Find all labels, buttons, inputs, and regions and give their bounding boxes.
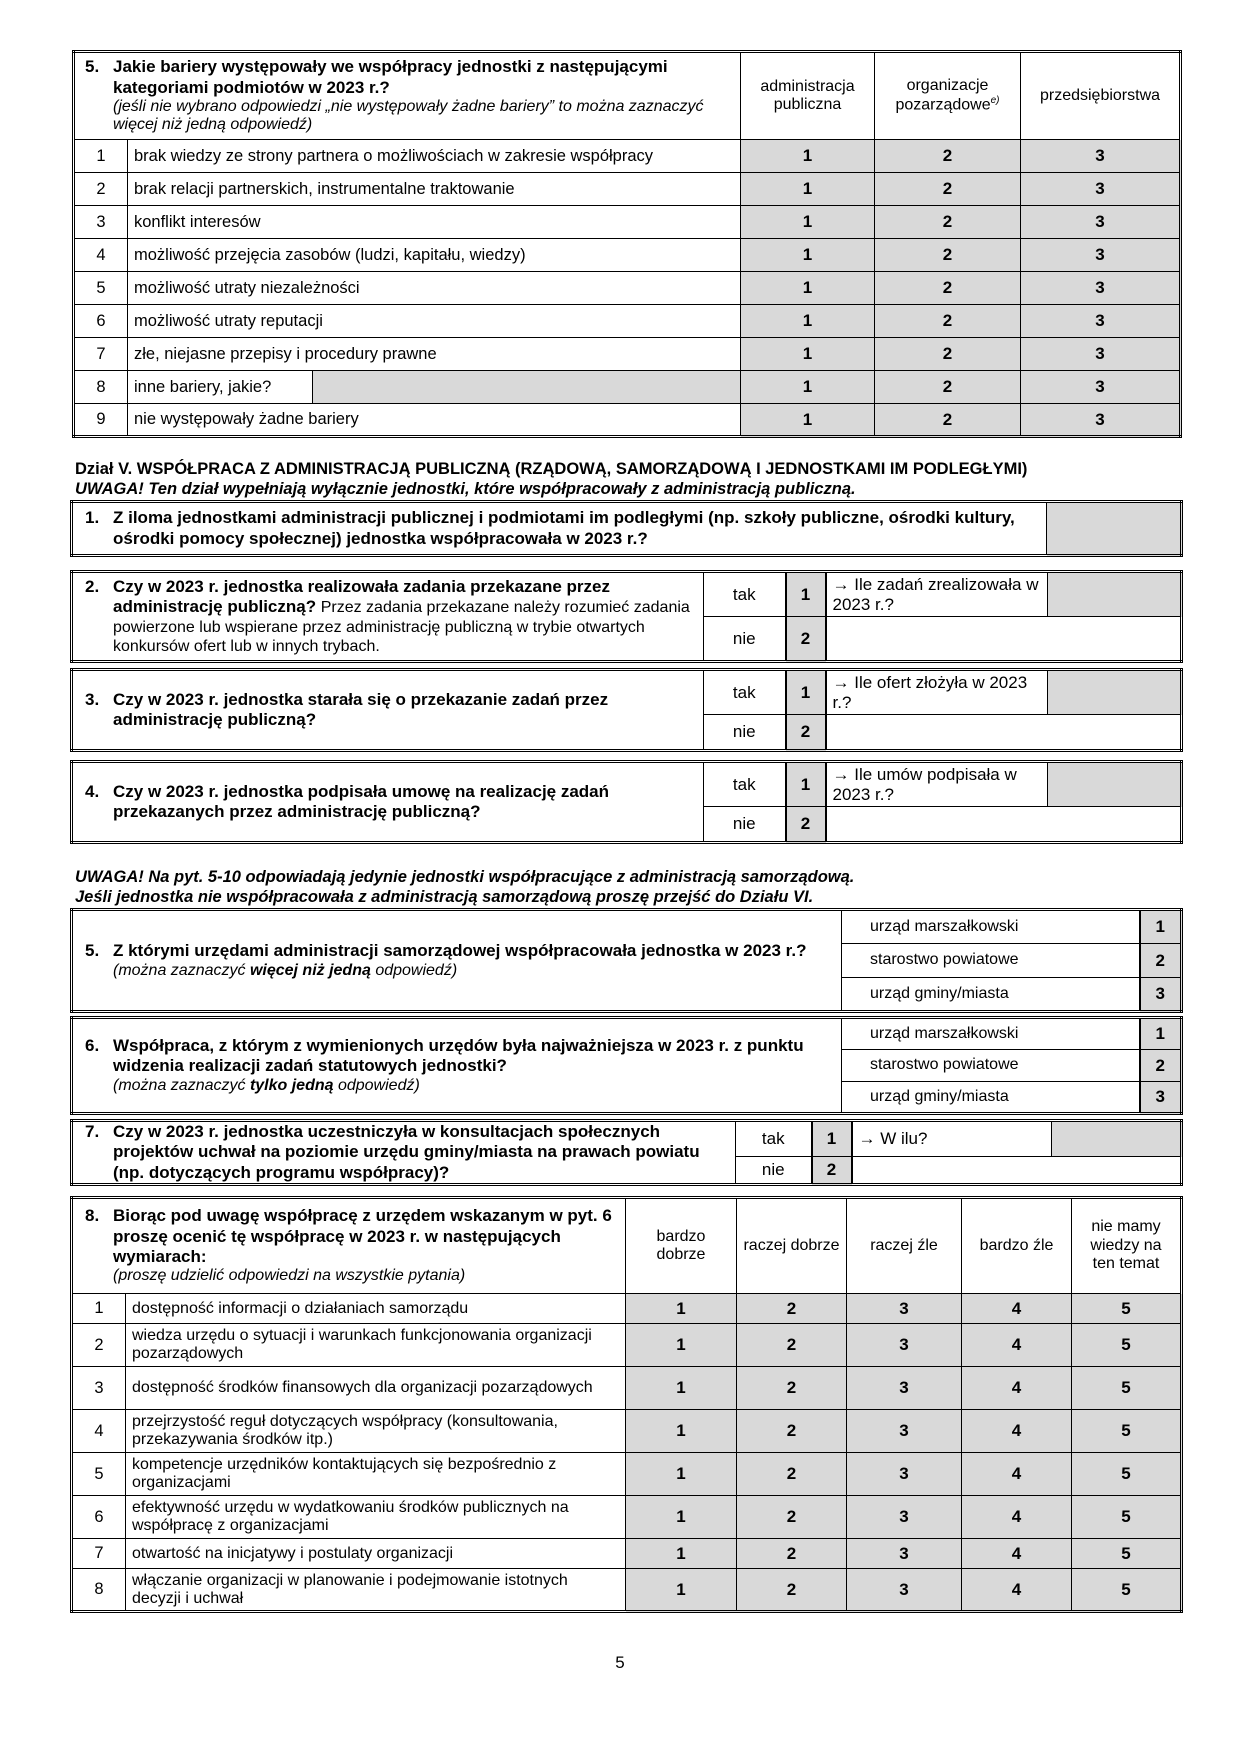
table-row bbox=[74, 173, 1181, 206]
q7-followup: → W ilu? bbox=[852, 1121, 1052, 1157]
table-row bbox=[74, 305, 1181, 338]
answer-code[interactable]: 3 bbox=[1021, 206, 1181, 239]
q7-table bbox=[70, 1119, 1183, 1186]
rating-code[interactable]: 5 bbox=[1072, 1324, 1182, 1367]
row-label: brak relacji partnerskich, instrumentalne traktowanie bbox=[128, 173, 741, 206]
q6-question: 6. Współpraca, z którym z wymienionych urzędów była najważniejsza w 2023 r. z punktu widzenia realizacji zadań statutowych jednostki? (można zaznaczyć tylko jedną odpowiedź) bbox=[72, 1018, 842, 1114]
page-number: 5 bbox=[615, 1653, 625, 1672]
rating-code[interactable]: 5 bbox=[1072, 1569, 1182, 1612]
section-title: Dział V. WSPÓŁPRACA Z ADMINISTRACJĄ PUBLICZNĄ (RZĄDOWĄ, SAMORZĄDOWĄ I JEDNOSTKAMI IM PODLEGŁYMI) bbox=[75, 460, 1028, 478]
q3-no-code[interactable]: 2 bbox=[786, 715, 826, 751]
q7-no-code[interactable]: 2 bbox=[812, 1157, 852, 1185]
table-row bbox=[72, 1496, 1182, 1539]
rating-code[interactable]: 4 bbox=[962, 1324, 1072, 1367]
col-header-ngo: organizacje pozarządowe$^{e)}$ bbox=[875, 52, 1021, 140]
row-label: wiedza urzędu o sytuacji i warunkach funkcjonowania organizacji pozarządowych bbox=[126, 1324, 626, 1367]
rating-code[interactable]: 3 bbox=[847, 1496, 962, 1539]
row-number: 7 bbox=[72, 1539, 126, 1569]
row-number: 9 bbox=[74, 404, 128, 437]
answer-code[interactable]: 2 bbox=[875, 140, 1021, 173]
answer-code[interactable]: 2 bbox=[875, 206, 1021, 239]
row-number: 8 bbox=[72, 1569, 126, 1612]
rating-code[interactable]: 5 bbox=[1072, 1453, 1182, 1496]
rating-code[interactable]: 4 bbox=[962, 1410, 1072, 1453]
row-label: otwartość na inicjatywy i postulaty organizacji bbox=[126, 1539, 626, 1569]
q7-followup-box[interactable] bbox=[1052, 1121, 1182, 1157]
answer-code[interactable]: 1 bbox=[741, 371, 875, 404]
table-row bbox=[72, 1294, 1182, 1324]
q2-followup-box[interactable] bbox=[1048, 572, 1182, 617]
answer-code[interactable]: 1 bbox=[741, 239, 875, 272]
table-row bbox=[74, 206, 1181, 239]
row-number: 1 bbox=[72, 1294, 126, 1324]
q6-table bbox=[70, 1016, 1183, 1115]
q2-no-code[interactable]: 2 bbox=[786, 617, 826, 662]
q8-col-rather-good: raczej dobrze bbox=[737, 1198, 847, 1294]
answer-code[interactable]: 3 bbox=[1021, 239, 1181, 272]
q4-question: 4. Czy w 2023 r. jednostka podpisała umowę na realizację zadań przekazanych przez administrację publiczną? bbox=[72, 762, 704, 843]
q2-yes-label: tak bbox=[704, 572, 786, 617]
table-row bbox=[74, 272, 1181, 305]
answer-code[interactable]: 3 bbox=[1021, 371, 1181, 404]
answer-code[interactable]: 3 bbox=[1021, 404, 1181, 437]
rating-code[interactable]: 4 bbox=[962, 1569, 1072, 1612]
q7-no-label: nie bbox=[736, 1157, 812, 1185]
q7-question: 7. Czy w 2023 r. jednostka uczestniczyła w konsultacjach społecznych projektów uchwał na poziomie urzędu gminy/miasta na prawach powiatu (np. dotyczących programu współpracy)? bbox=[72, 1121, 736, 1185]
rating-code[interactable]: 2 bbox=[737, 1569, 847, 1612]
barriers-note: (jeśli nie wybrano odpowiedzi „nie występowały żadne bariery” to można zaznaczyć więcej niż jedną odpowiedź) bbox=[113, 98, 704, 134]
q4-table bbox=[70, 760, 1183, 844]
row-label: nie występowały żadne bariery bbox=[128, 404, 741, 437]
row-number: 3 bbox=[72, 1367, 126, 1410]
table-row bbox=[74, 140, 1181, 173]
row-label: możliwość przejęcia zasobów (ludzi, kapitału, wiedzy) bbox=[128, 239, 741, 272]
q3-question: 3. Czy w 2023 r. jednostka starała się o przekazanie zadań przez administrację publiczną? bbox=[72, 670, 704, 751]
row-number: 2 bbox=[72, 1324, 126, 1367]
table-row bbox=[74, 239, 1181, 272]
answer-code[interactable]: 2 bbox=[875, 371, 1021, 404]
row-label: złe, niejasne przepisy i procedury prawne bbox=[128, 338, 741, 371]
q8-question: 8. Biorąc pod uwagę współpracę z urzędem wskazanym w pyt. 6 proszę ocenić tę współpracę w 2023 r. w następujących wymiarach: (proszę udzielić odpowiedzi na wszystkie pytania) bbox=[72, 1198, 626, 1294]
q3-table bbox=[70, 668, 1183, 752]
rating-code[interactable]: 1 bbox=[626, 1324, 737, 1367]
rating-code[interactable]: 1 bbox=[626, 1410, 737, 1453]
row-label: konflikt interesów bbox=[128, 206, 741, 239]
row-label: efektywność urzędu w wydatkowaniu środków publicznych na współpracę z organizacjami bbox=[126, 1496, 626, 1539]
answer-code[interactable]: 1 bbox=[741, 140, 875, 173]
q6-option-2-code[interactable]: 2 bbox=[1140, 1050, 1182, 1082]
answer-code[interactable]: 3 bbox=[1021, 338, 1181, 371]
rating-code[interactable]: 2 bbox=[737, 1453, 847, 1496]
answer-code[interactable]: 2 bbox=[875, 173, 1021, 206]
row-label: kompetencje urzędników kontaktujących się bezpośrednio z organizacjami bbox=[126, 1453, 626, 1496]
rating-code[interactable]: 3 bbox=[847, 1324, 962, 1367]
q7-yes-code[interactable]: 1 bbox=[812, 1121, 852, 1157]
row-number: 5 bbox=[72, 1453, 126, 1496]
row-number: 6 bbox=[74, 305, 128, 338]
rating-code[interactable]: 5 bbox=[1072, 1294, 1182, 1324]
section-note: UWAGA! Ten dział wypełniają wyłącznie jednostki, które współpracowały z administracją publiczną. bbox=[75, 480, 856, 498]
row-number: 4 bbox=[72, 1410, 126, 1453]
q1-table bbox=[70, 500, 1183, 557]
q5-question: 5. Z którymi urzędami administracji samorządowej współpracowała jednostka w 2023 r.? (można zaznaczyć więcej niż jedną odpowiedź) bbox=[72, 910, 842, 1012]
table-row bbox=[72, 1539, 1182, 1569]
rating-code[interactable]: 1 bbox=[626, 1453, 737, 1496]
table-row bbox=[74, 371, 1181, 404]
answer-code[interactable]: 2 bbox=[875, 272, 1021, 305]
q3-no-label: nie bbox=[704, 715, 786, 751]
q8-col-rather-bad: raczej źle bbox=[847, 1198, 962, 1294]
answer-code[interactable]: 1 bbox=[741, 272, 875, 305]
rating-code[interactable]: 4 bbox=[962, 1453, 1072, 1496]
table-row bbox=[72, 1367, 1182, 1410]
q2-followup: → Ile zadań zrealizowała w 2023 r.? bbox=[826, 572, 1048, 617]
q5-table bbox=[70, 908, 1183, 1013]
row-number: 1 bbox=[74, 140, 128, 173]
q3-yes-code[interactable]: 1 bbox=[786, 670, 826, 715]
row-number: 2 bbox=[74, 173, 128, 206]
rating-code[interactable]: 2 bbox=[737, 1496, 847, 1539]
q6-option-2: starostwo powiatowe bbox=[842, 1050, 1140, 1082]
q5-option-2-code[interactable]: 2 bbox=[1140, 944, 1182, 978]
rating-code[interactable]: 2 bbox=[737, 1410, 847, 1453]
q1-question: 1. Z iloma jednostkami administracji publicznej i podmiotami im podległymi (np. szkoły publiczne, ośrodki kultury, ośrodki pomocy społecznej) jednostka współpracowała w 2023 r.? bbox=[72, 502, 1047, 556]
row-number: 3 bbox=[74, 206, 128, 239]
q1-answer-box[interactable] bbox=[1047, 502, 1182, 556]
col-header-business: przedsiębiorstwa bbox=[1021, 52, 1181, 140]
barriers-table bbox=[72, 50, 1182, 438]
table-row bbox=[72, 1324, 1182, 1367]
answer-code[interactable]: 3 bbox=[1021, 272, 1181, 305]
row-number: 4 bbox=[74, 239, 128, 272]
q5-option-3: urząd gminy/miasta bbox=[842, 978, 1140, 1012]
q6-option-1-code[interactable]: 1 bbox=[1140, 1018, 1182, 1050]
q6-option-1: urząd marszałkowski bbox=[842, 1018, 1140, 1050]
local-gov-note-2: Jeśli jednostka nie współpracowała z administracją samorządową proszę przejść do Działu VI. bbox=[75, 888, 814, 906]
rating-code[interactable]: 3 bbox=[847, 1367, 962, 1410]
row-label: dostępność informacji o działaniach samorządu bbox=[126, 1294, 626, 1324]
q4-no-code[interactable]: 2 bbox=[786, 807, 826, 843]
table-row bbox=[72, 1569, 1182, 1612]
q8-col-no-knowledge: nie mamy wiedzy na ten temat bbox=[1072, 1198, 1182, 1294]
rating-code[interactable]: 2 bbox=[737, 1324, 847, 1367]
q2-question: 2. Czy w 2023 r. jednostka realizowała zadania przekazane przez administrację publiczną? Przez zadania przekazane należy rozumieć zadania powierzone lub wspierane przez administrację publiczną w trybie otwartych konkursów ofert lub w innych trybach. bbox=[72, 572, 704, 662]
barriers-question: 5. Jakie bariery występowały we współpracy jednostki z następującymi kategoriami podmiotów w 2023 r.? (jeśli nie wybrano odpowiedzi „nie występowały żadne bariery” to można zaznaczyć więcej niż jedną odpowiedź) bbox=[74, 52, 741, 140]
q5-option-2: starostwo powiatowe bbox=[842, 944, 1140, 978]
row-label: włączanie organizacji w planowanie i podejmowanie istotnych decyzji i uchwał bbox=[126, 1569, 626, 1612]
answer-code[interactable]: 2 bbox=[875, 305, 1021, 338]
rating-code[interactable]: 3 bbox=[847, 1410, 962, 1453]
q3-followup-box[interactable] bbox=[1048, 670, 1182, 715]
rating-code[interactable]: 4 bbox=[962, 1539, 1072, 1569]
table-row bbox=[74, 404, 1181, 437]
rating-code[interactable]: 2 bbox=[737, 1367, 847, 1410]
row-number: 7 bbox=[74, 338, 128, 371]
q8-table bbox=[70, 1196, 1183, 1613]
answer-code[interactable]: 3 bbox=[1021, 173, 1181, 206]
answer-code[interactable]: 1 bbox=[741, 305, 875, 338]
rating-code[interactable]: 3 bbox=[847, 1453, 962, 1496]
q4-yes-label: tak bbox=[704, 762, 786, 807]
q4-no-label: nie bbox=[704, 807, 786, 843]
q4-followup-box[interactable] bbox=[1048, 762, 1182, 807]
answer-code[interactable]: 3 bbox=[1021, 140, 1181, 173]
rating-code[interactable]: 5 bbox=[1072, 1367, 1182, 1410]
rating-code[interactable]: 5 bbox=[1072, 1539, 1182, 1569]
q3-yes-label: tak bbox=[704, 670, 786, 715]
rating-code[interactable]: 1 bbox=[626, 1294, 737, 1324]
answer-code[interactable]: 1 bbox=[741, 404, 875, 437]
answer-code[interactable]: 2 bbox=[875, 239, 1021, 272]
row-label: brak wiedzy ze strony partnera o możliwościach w zakresie współpracy bbox=[128, 140, 741, 173]
q4-yes-code[interactable]: 1 bbox=[786, 762, 826, 807]
rating-code[interactable]: 1 bbox=[626, 1367, 737, 1410]
rating-code[interactable]: 3 bbox=[847, 1294, 962, 1324]
answer-code[interactable]: 1 bbox=[741, 338, 875, 371]
table-row bbox=[74, 338, 1181, 371]
row-label: dostępność środków finansowych dla organizacji pozarządowych bbox=[126, 1367, 626, 1410]
q5-option-1-code[interactable]: 1 bbox=[1140, 910, 1182, 944]
rating-code[interactable]: 4 bbox=[962, 1294, 1072, 1324]
row-label: możliwość utraty reputacji bbox=[128, 305, 741, 338]
rating-code[interactable]: 1 bbox=[626, 1496, 737, 1539]
row-number: 6 bbox=[72, 1496, 126, 1539]
rating-code[interactable]: 2 bbox=[737, 1294, 847, 1324]
q6-option-3: urząd gminy/miasta bbox=[842, 1082, 1140, 1114]
q3-followup: → Ile ofert złożyła w 2023 r.? bbox=[826, 670, 1048, 715]
col-header-admin: administracja publiczna bbox=[741, 52, 875, 140]
local-gov-note-1: UWAGA! Na pyt. 5-10 odpowiadają jedynie jednostki współpracujące z administracją samorządową. bbox=[75, 868, 855, 886]
q6-option-3-code[interactable]: 3 bbox=[1140, 1082, 1182, 1114]
rating-code[interactable]: 5 bbox=[1072, 1496, 1182, 1539]
q2-table bbox=[70, 570, 1183, 663]
row-label: możliwość utraty niezależności bbox=[128, 272, 741, 305]
q5-option-1: urząd marszałkowski bbox=[842, 910, 1140, 944]
rating-code[interactable]: 1 bbox=[626, 1569, 737, 1612]
table-row bbox=[72, 1410, 1182, 1453]
answer-code[interactable]: 2 bbox=[875, 404, 1021, 437]
rating-code[interactable]: 3 bbox=[847, 1539, 962, 1569]
q5-option-3-code[interactable]: 3 bbox=[1140, 978, 1182, 1012]
answer-code[interactable]: 3 bbox=[1021, 305, 1181, 338]
rating-code[interactable]: 5 bbox=[1072, 1410, 1182, 1453]
other-barriers-input[interactable] bbox=[313, 371, 741, 404]
rating-code[interactable]: 4 bbox=[962, 1367, 1072, 1410]
row-label: inne bariery, jakie? bbox=[128, 371, 313, 404]
table-row bbox=[72, 1453, 1182, 1496]
row-number: 8 bbox=[74, 371, 128, 404]
q8-col-very-good: bardzo dobrze bbox=[626, 1198, 737, 1294]
q4-followup: → Ile umów podpisała w 2023 r.? bbox=[826, 762, 1048, 807]
q2-yes-code[interactable]: 1 bbox=[786, 572, 826, 617]
q7-yes-label: tak bbox=[736, 1121, 812, 1157]
answer-code[interactable]: 2 bbox=[875, 338, 1021, 371]
rating-code[interactable]: 3 bbox=[847, 1569, 962, 1612]
answer-code[interactable]: 1 bbox=[741, 173, 875, 206]
rating-code[interactable]: 2 bbox=[737, 1539, 847, 1569]
row-number: 5 bbox=[74, 272, 128, 305]
row-label: przejrzystość reguł dotyczących współpracy (konsultowania, przekazywania środków itp.) bbox=[126, 1410, 626, 1453]
q8-col-very-bad: bardzo źle bbox=[962, 1198, 1072, 1294]
rating-code[interactable]: 4 bbox=[962, 1496, 1072, 1539]
rating-code[interactable]: 1 bbox=[626, 1539, 737, 1569]
q2-no-label: nie bbox=[704, 617, 786, 662]
answer-code[interactable]: 1 bbox=[741, 206, 875, 239]
